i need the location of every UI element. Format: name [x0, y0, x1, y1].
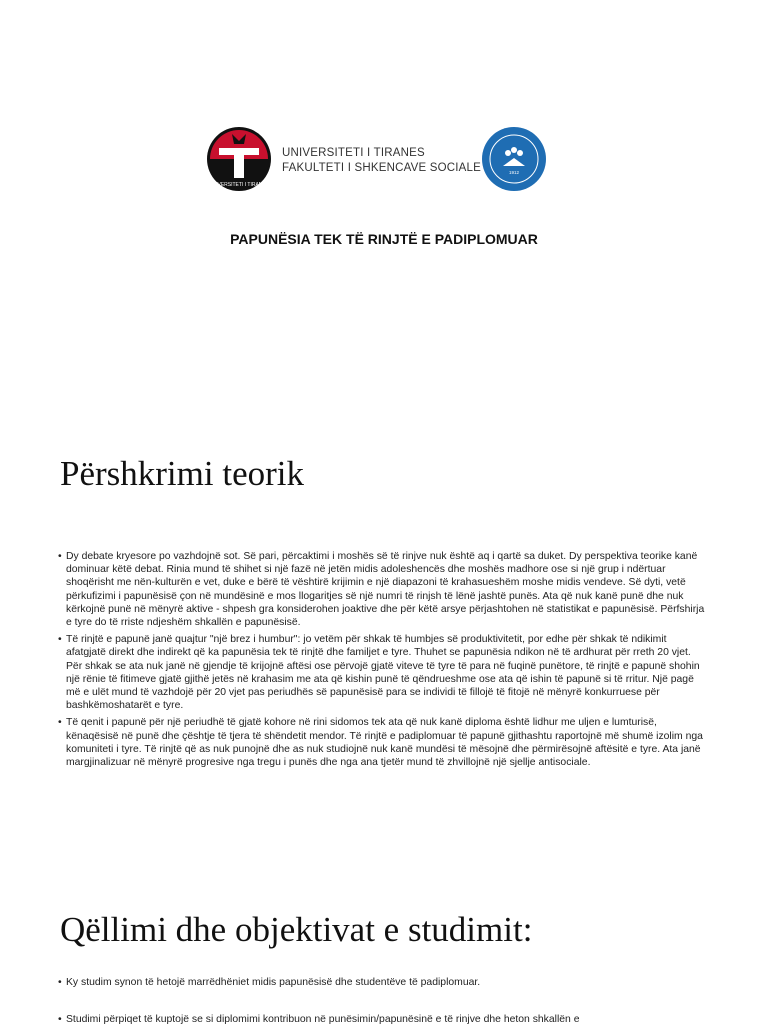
theory-slide	[0, 400, 768, 880]
list-item: • Dy debate kryesore po vazhdojnë sot. Së pari, përcaktimi i moshës së të rinjve nuk është aq i qartë sa duket. Dy perspektiva teorike kanë dominuar këtë debat. Rinia mund të shihet si një fazë në jetën midis adoleshencës dhe moshës madhore ose si një grup i ndërtuar shoqërisht me nën-kulturën e vet, duke e bërë të vështirë krijimin e një diapazoni të krahasueshëm moshe midis vendeve. Së dyti, vetë përkufizimi i papunësisë çon në mundësinë e mos llogaritjes së një numri të rinjsh të lënë jashtë punës. Ata që nuk kanë punë dhe nuk kërkojnë punë në mënyrë aktive - shpesh gra konsiderohen joaktive dhe për këtë arsye përjashtohen në statistikat e papunësisë. Përfshirja e tyre do të rriste ndjeshëm shkallën e papunësisë.	[58, 550, 708, 629]
list-item: • Të rinjtë e papunë janë quajtur "një brez i humbur": jo vetëm për shkak të humbjes së produktivitetit, por edhe për shkak të ndikimit afatgjatë direkt dhe indirekt që ka papunësia tek të rinjtë dhe familjet e tyre. Thuhet se papunësia ndikon në të ardhurat për rreth 20 vjet. Për shkak se ata nuk janë në gjendje të krijojnë aftësi ose përvojë gjatë viteve të tyre të para në fuqinë punëtore, të rinjtë e papunë shohin një rënie të fitimeve gjatë gjithë jetës në krahasim me ata që kishin punë të qëndrueshme ose ata që ishin të papunë si të rritur. Një pagë më e ulët mund të vazhdojë për 20 vjet pas periudhës së papunësisë para se individi të fillojë të fitojë në mënyrë konkurruese për bashkëmoshatarët e tyre.	[58, 633, 708, 712]
list-item: • Ky studim synon të hetojë marrëdhëniet midis papunësisë dhe studentëve të padiplomuar.	[58, 976, 708, 989]
presentation-title: PAPUNËSIA TEK TË RINJTË E PADIPLOMUAR	[230, 231, 538, 247]
faculty-line: FAKULTETI I SHKENCAVE SOCIALE	[282, 162, 482, 174]
svg-text:1912: 1912	[508, 170, 520, 175]
objectives-heading: Qëllimi dhe objektivat e studimit:	[60, 910, 533, 949]
objectives-slide	[0, 880, 768, 1024]
list-item: • Studimi përpiqet të kuptojë se si diplomimi kontribuon në punësimin/papunësinë e të rinjve dhe heton shkallën e	[58, 1013, 708, 1026]
university-name	[282, 146, 481, 176]
theory-heading: Përshkrimi teorik	[60, 454, 304, 493]
university-tirana-logo	[206, 126, 272, 192]
list-item: • Të qenit i papunë për një periudhë të gjatë kohore në rini sidomos tek ata që nuk kanë diploma është lidhur me uljen e lumturisë, kënaqësisë në punë dhe çështje të tjera të shëndetit mendor. Të rinjtë e padiplomuar të papunë gjithashtu raportojnë më shumë izolim nga komuniteti i tyre. Të rinjtë që as nuk punojnë dhe as nuk studiojnë nuk kanë mundësi të mësojnë dhe përmirësojnë aftësitë e tyre. Ata janë margjinalizuar në mënyrë progresive nga tregu i punës dhe nga ana tjetër mund të zhvillojnë një sjellje antisociale.	[58, 716, 708, 769]
objectives-bullets	[58, 976, 708, 1030]
university-line-1: UNIVERSITETI I TIRANES	[282, 147, 425, 159]
faculty-seal-logo	[481, 126, 547, 192]
theory-bullets	[58, 550, 708, 773]
svg-text:UNIVERSITETI I TIRANËS: UNIVERSITETI I TIRANËS	[208, 182, 270, 188]
title-slide	[0, 0, 768, 400]
